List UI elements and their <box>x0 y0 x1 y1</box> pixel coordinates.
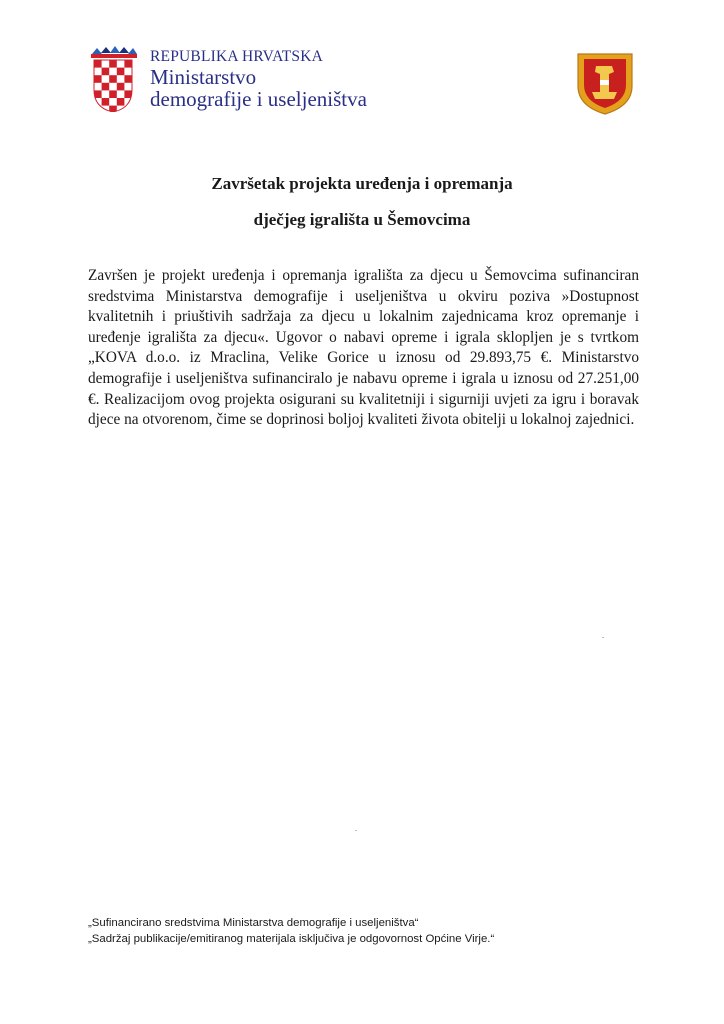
municipal-coat-of-arms-icon <box>576 52 634 116</box>
document-title-line-1: Završetak projekta uređenja i opremanja <box>211 174 513 193</box>
footer-line-1: „Sufinancirano sredstvima Ministarstva demografije i useljeništva“ <box>88 917 419 929</box>
croatian-coat-of-arms-icon <box>88 46 138 112</box>
scan-speck <box>355 830 357 831</box>
body-paragraph: Završen je projekt uređenja i opremanja igrališta za djecu u Šemovcima sufinanciran sredstvima Ministarstva demografije i useljeništva u okviru poziva »Dostupnost kvalitetnih i priuštivih sadržaja za djecu u lokalnim zajednicama kroz opremanje i uređenje igrališta za djecu«. Ugovor o nabavi opreme i igrala sklopljen je s tvrtkom „KOVA d.o.o. iz Mraclina, Velike Gorice u iznosu od 29.893,75 €. Ministarstvo demografije i useljeništva sufinanciralo je nabavu opreme i igrala u iznosu od 27.251,00 €. Realizacijom ovog projekta osigurani su kvalitetniji i sigurniji uvjeti za igru i boravak djece na otvorenom, čime se doprinosi boljoj kvaliteti života obitelji u lokalnoj zajednici. <box>88 267 639 429</box>
ministry-name: demografije i useljeništva <box>150 87 367 111</box>
funding-footer <box>88 915 494 947</box>
document-title-line-2: dječjeg igrališta u Šemovcima <box>253 210 471 229</box>
ministry-label: Ministarstvo <box>150 65 257 89</box>
footer-line-2: „Sadržaj publikacije/emitiranog materijala isključiva je odgovornost Općine Virje.“ <box>88 933 495 945</box>
scan-speck <box>602 637 604 638</box>
ministry-header <box>150 48 367 110</box>
country-name: REPUBLIKA HRVATSKA <box>150 48 324 65</box>
